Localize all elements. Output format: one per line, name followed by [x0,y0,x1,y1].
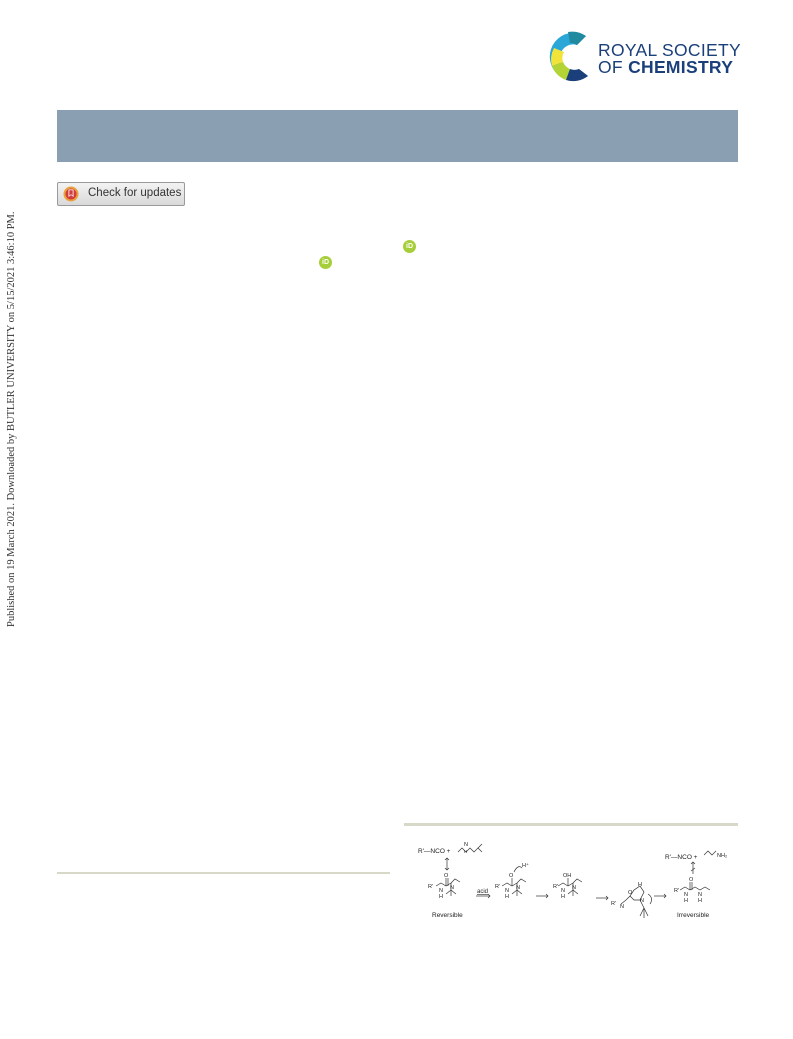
scheme-top-left-reagent: R'—NCO + [418,848,451,855]
scheme-atom-o: O [509,873,514,879]
check-for-updates-label: Check for updates [88,187,182,199]
scheme-atom-n: N [450,885,454,891]
scheme-irreversible-label: Irreversible [677,912,710,919]
scheme-atom-n: N [516,885,520,891]
scheme-atom-r: R' [428,884,434,890]
reaction-scheme-figure [408,838,738,930]
rsc-crescent-icon [546,28,596,86]
scheme-atom-o: O [689,877,694,883]
figure-divider [404,823,738,826]
scheme-nh2: NH₂ [717,853,728,859]
scheme-atom-r: R' [553,884,559,890]
logo-line-2-prefix: OF [598,57,629,77]
download-watermark-note: Published on 19 March 2021. Downloaded by BUTLER UNIVERSITY on 5/15/2021 3:46:10 PM. [6,211,17,627]
logo-line-1: ROYAL SOCIETY [598,40,741,60]
scheme-atom-n: N [505,888,509,894]
scheme-atom-o: O [444,873,449,879]
scheme-atom-n: N [684,892,688,898]
scheme-atom-h: H [698,898,702,904]
check-for-updates-button[interactable] [57,182,185,206]
footnote-divider [57,872,390,874]
scheme-atom-h: H [638,882,642,888]
journal-header-banner [57,110,738,162]
scheme-atom-r: R' [611,901,617,907]
scheme-atom-h: H [505,894,509,900]
publisher-logo [546,28,746,86]
crossmark-icon [63,186,79,202]
scheme-reversible-label: Reversible [432,912,463,919]
scheme-atom-h: H [439,894,443,900]
scheme-oh: OH [563,873,572,879]
logo-line-2 [598,57,733,78]
scheme-atom-o: O [628,890,633,896]
scheme-atom-n: N [572,885,576,891]
scheme-atom-r: R' [495,884,501,890]
scheme-atom-n: N [439,888,443,894]
scheme-atom-h: H [464,849,468,854]
scheme-atom-r: R' [674,888,680,894]
orcid-icon[interactable]: iD [403,240,416,253]
scheme-acid-label: acid [477,889,489,895]
scheme-atom-n: N [698,892,702,898]
scheme-atom-n: N [464,842,468,848]
scheme-top-right-reagent: R'—NCO + [665,854,698,861]
scheme-atom-n: N [620,904,624,910]
scheme-atom-h: H [561,894,565,900]
scheme-atom-n: N [640,898,644,904]
scheme-atom-h: H [684,898,688,904]
scheme-h-plus: H⁺ [522,863,529,869]
orcid-icon[interactable]: iD [319,256,332,269]
logo-line-2-bold: CHEMISTRY [628,57,734,77]
scheme-atom-n: N [561,888,565,894]
